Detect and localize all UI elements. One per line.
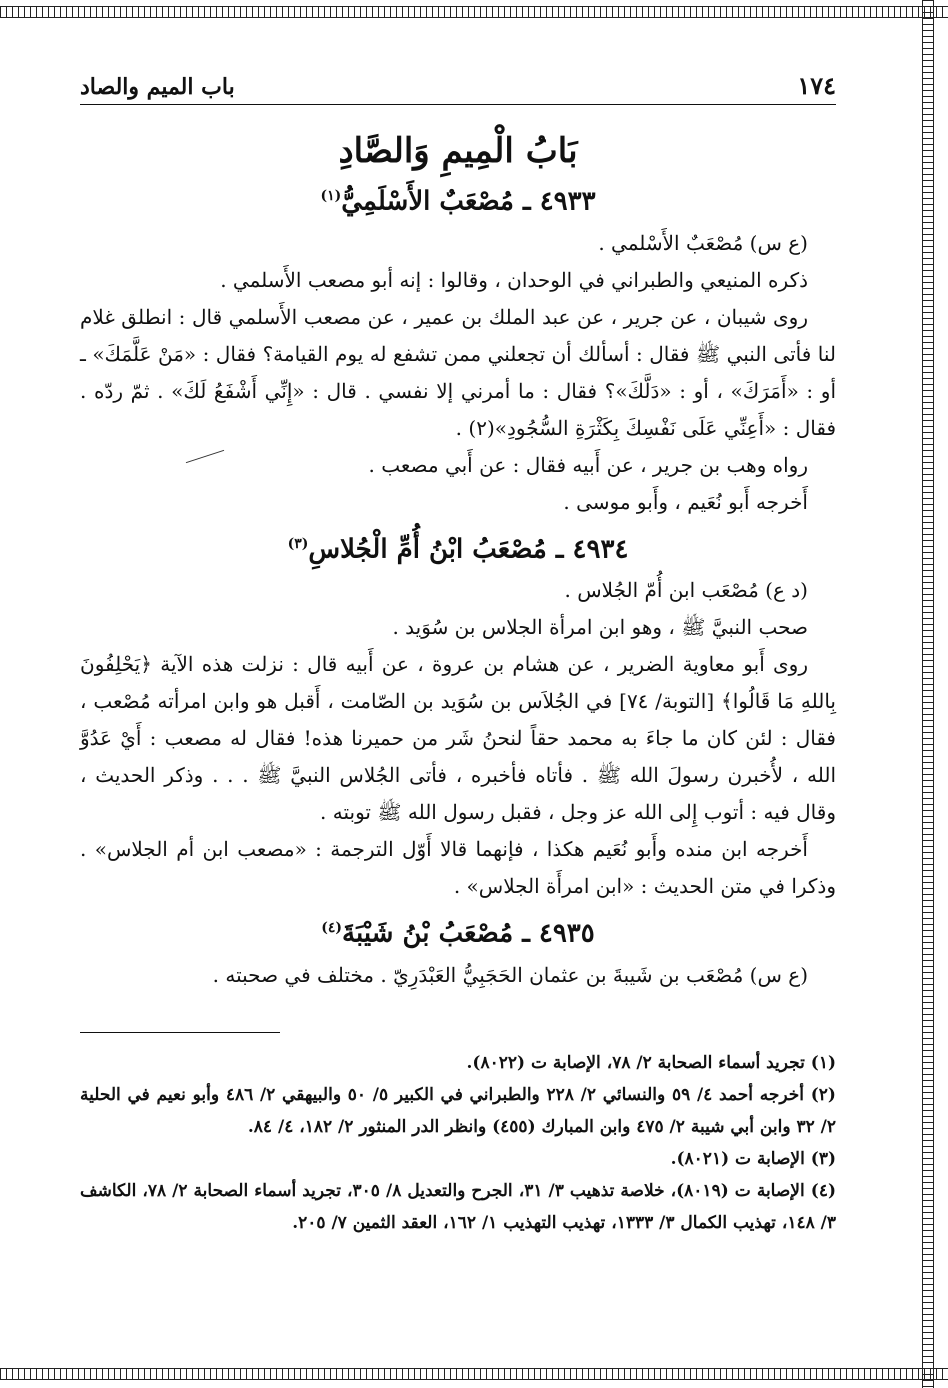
entry-paragraph: أَخرجه أَبو نُعَيم ، وأَبو موسى . bbox=[563, 489, 808, 514]
entry-paragraph: (د ع) مُصْعَب ابن أُمّ الجُلاس . bbox=[564, 578, 808, 603]
entry-title-text: ٤٩٣٤ ـ مُصْعَبُ ابْنُ أُمِّ الْجُلاسِ bbox=[308, 534, 629, 565]
chapter-title: بَابُ الْمِيمِ وَالصَّادِ bbox=[338, 131, 578, 171]
entry-4933 bbox=[80, 177, 836, 521]
running-head bbox=[80, 66, 836, 105]
entry-title-text: ٤٩٣٣ ـ مُصْعَبٌ الأَسْلَمِيُّ bbox=[341, 186, 596, 217]
entry-paragraph: روى أَبو معاوية الضرير ، عن هشام بن عروة ، عن أَبيه قال : نزلت هذه الآية ﴿يَحْلِفُونَ بِاللهِ مَا قَالُوا﴾ [التوبة/ ٧٤] في الجُلاَس بن سُوَيد بن الصّامت ، أَقبل هو وابن امرأته مُصْعب ، فقال : لئن كان ما جاءَ به محمد حقاً لنحنُ شَر من حميرنا هذه! فقال له مصعب : أَيْ عَدُوَّ الله ، لأُخبرن رسولَ الله ﷺ . فأتاه فأخبره ، فأتى الجُلاس النبيَّ ﷺ . . . وذكر الحديث ، وقال فيه : أتوب إِلى الله عز وجل ، فقبل رسول الله ﷺ توبته . bbox=[80, 652, 836, 825]
entry-title bbox=[80, 525, 836, 569]
footnote-ref: (٣) bbox=[287, 535, 309, 552]
footnote: (٣) الإصابة ت (٨٠٢١). bbox=[670, 1148, 836, 1169]
footnote: (٤) الإصابة ت (٨٠١٩)، خلاصة تذهيب ٣/ ٣١، الجرح والتعديل ٨/ ٣٠٥، تجريد أسماء الصحابة ٢/ ٧٨، الكاشف ٣/ ١٤٨، تهذيب الكمال ٣/ ١٣٣٣، تهذيب التهذيب ١/ ١٦٢، العقد الثمين ٧/ ٢٠٥. bbox=[80, 1180, 836, 1233]
entry-4934 bbox=[80, 525, 836, 906]
footnote: (٢) أخرجه أحمد ٤/ ٥٩ والنسائي ٢/ ٢٢٨ والطبراني في الكبير ٥/ ٥٠ والبيهقي ٢/ ٤٨٦ وأبو نعيم في الحلية ٢/ ٣٢ وابن أبي شيبة ٢/ ٤٧٥ وابن المبارك (٤٥٥) وانظر الدر المنثور ٢/ ١٨٢، ٤/ ٨٤. bbox=[80, 1084, 836, 1137]
book-page bbox=[80, 66, 836, 1356]
entry-paragraph: (ع س) مُصْعَبٌ الأَسْلمي . bbox=[598, 230, 808, 255]
entry-title bbox=[80, 177, 836, 221]
entry-paragraph: روى شيبان ، عن جرير ، عن عبد الملك بن عمير ، عن مصعب الأَسلمي قال : انطلق غلام لنا فأتى النبي ﷺ فقال : أسألك أن تجعلني ممن تشفع له يوم القيامة؟ فقال : «مَنْ عَلَّمَكَ» ـ أو : «أَمَرَكَ» ، أو : «دَلَّكَ»؟ فقال : ما أمرني إلا نفسي . قال : «إِنِّي أَشْفَعُ لَكَ» . ثمّ ردّه . فقال : «أَعِنِّي عَلَى نَفْسِكَ بِكَثْرَةِ السُّجُودِ»(٢) . bbox=[80, 304, 836, 440]
entry-paragraph: رواه وهب بن جرير ، عن أَبيه فقال : عن أَبي مصعب . bbox=[368, 452, 808, 477]
entry-title bbox=[80, 909, 836, 953]
entry-paragraph: (ع س) مُصْعَب بن شَيبةَ بن عثمان الحَجَبِيُّ العَبْدَرِيّ . مختلف في صحبته . bbox=[212, 962, 808, 987]
entry-paragraph: صحب النبيَّ ﷺ ، وهو ابن امرأة الجلاس بن سُوَيد . bbox=[392, 615, 808, 640]
footnote-separator bbox=[80, 1032, 280, 1033]
footnote: (١) تجريد أسماء الصحابة ٢/ ٧٨، الإصابة ت (٨٠٢٢). bbox=[466, 1052, 836, 1073]
top-chain-border bbox=[0, 6, 948, 18]
entry-title-text: ٤٩٣٥ ـ مُصْعَبُ بْنُ شَيْبَةَ bbox=[342, 918, 595, 949]
page-number: ١٧٤ bbox=[797, 71, 836, 100]
footnote-ref: (١) bbox=[320, 188, 342, 204]
right-chain-border bbox=[922, 0, 934, 1388]
entry-4935 bbox=[80, 909, 836, 994]
footnote-ref: (٤) bbox=[321, 920, 343, 937]
entry-paragraph: أَخرجه ابن منده وأَبو نُعَيم هكذا ، فإنهما قالا أَوّل الترجمة : «مصعب ابن أم الجلاس» . وذكرا في متن الحديث : «ابن امرأَة الجلاس» . bbox=[80, 837, 836, 899]
entry-paragraph: ذكره المنيعي والطبراني في الوحدان ، وقالوا : إنه أبو مصعب الأَسلمي . bbox=[220, 267, 808, 292]
running-head-section: باب الميم والصاد bbox=[80, 74, 235, 100]
footnotes bbox=[80, 1047, 836, 1239]
bottom-chain-border bbox=[0, 1368, 948, 1380]
